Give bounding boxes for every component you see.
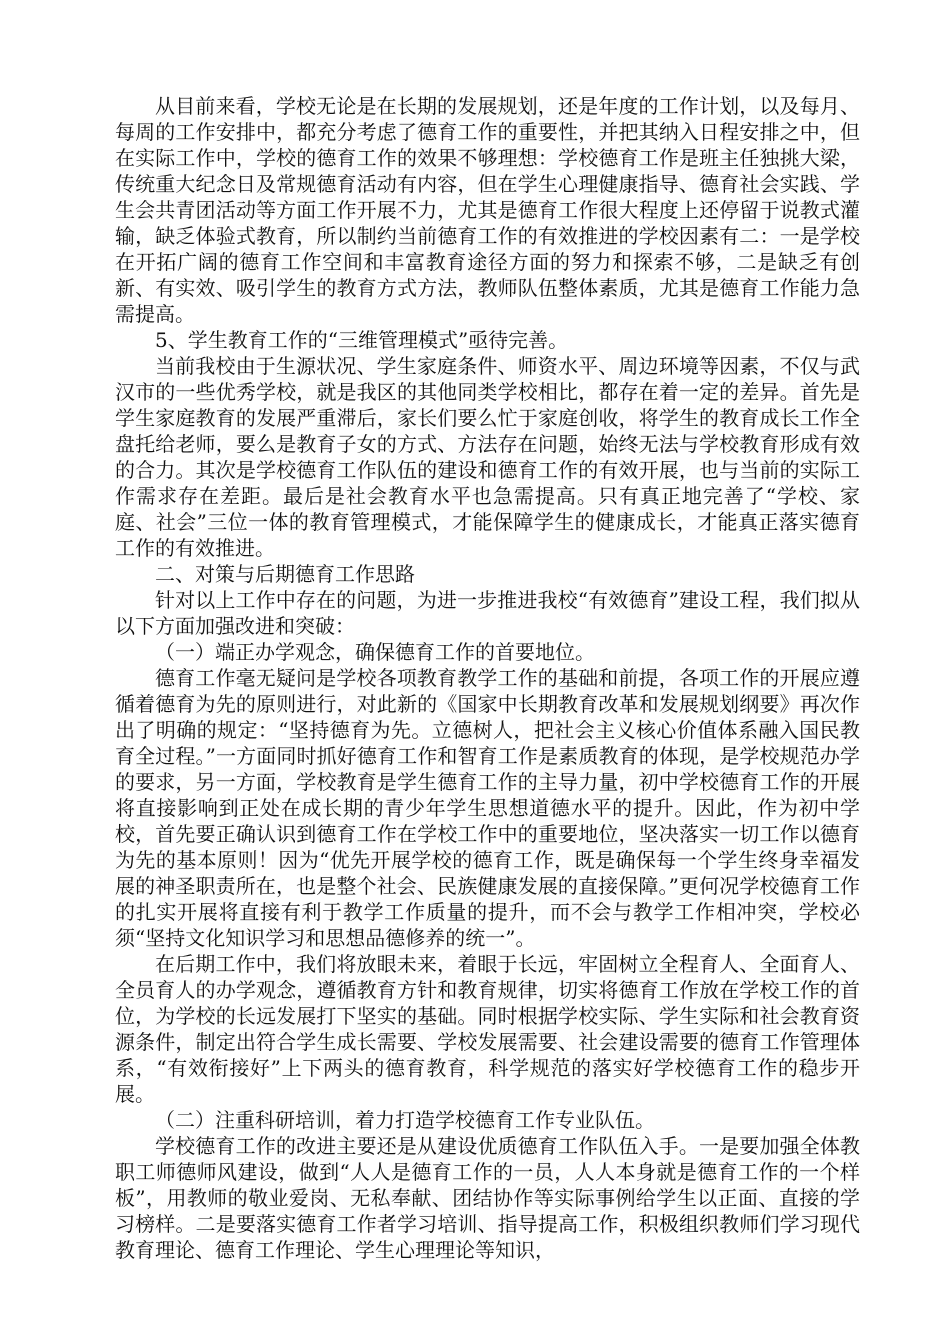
paragraph-2: 5、学生教育工作的“三维管理模式”亟待完善。 xyxy=(155,328,569,352)
paragraph-10: 学校德育工作的改进主要还是从建设优质德育工作队伍入手。一是要加强全体教职工师德师风建设，做到“人人是德育工作的一员，人人本身就是德育工作的一个样板”，用教师的敬业爱岗、无私奉献、团结协作等实际事例给学生以正面、直接的学习榜样。二是要落实德育工作者学习培训、指导提高工作，积极组织教师们学习现代教育理论、德育工作理论、学生心理理论等知识， xyxy=(115,1134,860,1262)
paragraph-3: 当前我校由于生源状况、学生家庭条件、师资水平、周边环境等因素，不仅与武汉市的一些优秀学校，就是我区的其他同类学校相比，都存在着一定的差异。首先是学生家庭教育的发展严重滞后，家长们要么忙于家庭创收，将学生的教育成长工作全盘托给老师，要么是教育子女的方式、方法存在问题，始终无法与学校教育形成有效的合力。其次是学校德育工作队伍的建设和德育工作的有效开展，也与当前的实际工作需求存在差距。最后是社会教育水平也急需提高。只有真正地完善了“学校、家庭、社会”三位一体的教育管理模式，才能保障学生的健康成长，才能真正落实德育工作的有效推进。 xyxy=(115,354,860,560)
document-page xyxy=(115,93,860,1263)
paragraph-1: 从目前来看，学校无论是在长期的发展规划，还是年度的工作计划，以及每月、每周的工作安排中，都充分考虑了德育工作的重要性，并把其纳入日程安排之中，但在实际工作中，学校的德育工作的效果不够理想：学校德育工作是班主任独挑大梁，传统重大纪念日及常规德育活动有内容，但在学生心理健康指导、德育社会实践、学生会共青团活动等方面工作开展不力，尤其是德育工作很大程度上还停留于说教式灌输，缺乏体验式教育，所以制约当前德育工作的有效推进的学校因素有二：一是学校在开拓广阔的德育工作空间和丰富教育途径方面的努力和探索不够，二是缺乏有创新、有实效、吸引学生的教育方式方法，教师队伍整体素质，尤其是德育工作能力急需提高。 xyxy=(115,94,860,326)
paragraph-5: 针对以上工作中存在的问题，为进一步推进我校“有效德育”建设工程，我们拟从以下方面加强改进和突破： xyxy=(115,588,860,638)
section-heading-2: 二、对策与后期德育工作思路 xyxy=(155,562,415,586)
subheading-2: （二）注重科研培训，着力打造学校德育工作专业队伍。 xyxy=(155,1108,655,1132)
paragraph-7: 德育工作毫无疑问是学校各项教育教学工作的基础和前提，各项工作的开展应遵循着德育为先的原则进行，对此新的《国家中长期教育改革和发展规划纲要》再次作出了明确的规定：“坚持德育为先。立德树人，把社会主义核心价值体系融入国民教育全过程。”一方面同时抓好德育工作和智育工作是素质教育的体现，是学校规范办学的要求，另一方面，学校教育是学生德育工作的主导力量，初中学校德育工作的开展将直接影响到正处在成长期的青少年学生思想道德水平的提升。因此，作为初中学校，首先要正确认识到德育工作在学校工作中的重要地位，坚决落实一切工作以德育为先的基本原则！因为“优先开展学校的德育工作，既是确保每一个学生终身幸福发展的神圣职责所在，也是整个社会、民族健康发展的直接保障。”更何况学校德育工作的扎实开展将直接有利于教学工作质量的提升，而不会与教学工作相冲突，学校必须“坚持文化知识学习和思想品德修养的统一”。 xyxy=(115,666,860,950)
subheading-1: （一）端正办学观念，确保德育工作的首要地位。 xyxy=(155,640,595,664)
paragraph-8: 在后期工作中，我们将放眼未来，着眼于长远，牢固树立全程育人、全面育人、全员育人的办学观念，遵循教育方针和教育规律，切实将德育工作放在学校工作的首位，为学校的长远发展打下坚实的基础。同时根据学校实际、学生实际和社会教育资源条件，制定出符合学生成长需要、学校发展需要、社会建设需要的德育工作管理体系，“有效衔接好”上下两头的德育教育，科学规范的落实好学校德育工作的稳步开展。 xyxy=(115,952,860,1106)
